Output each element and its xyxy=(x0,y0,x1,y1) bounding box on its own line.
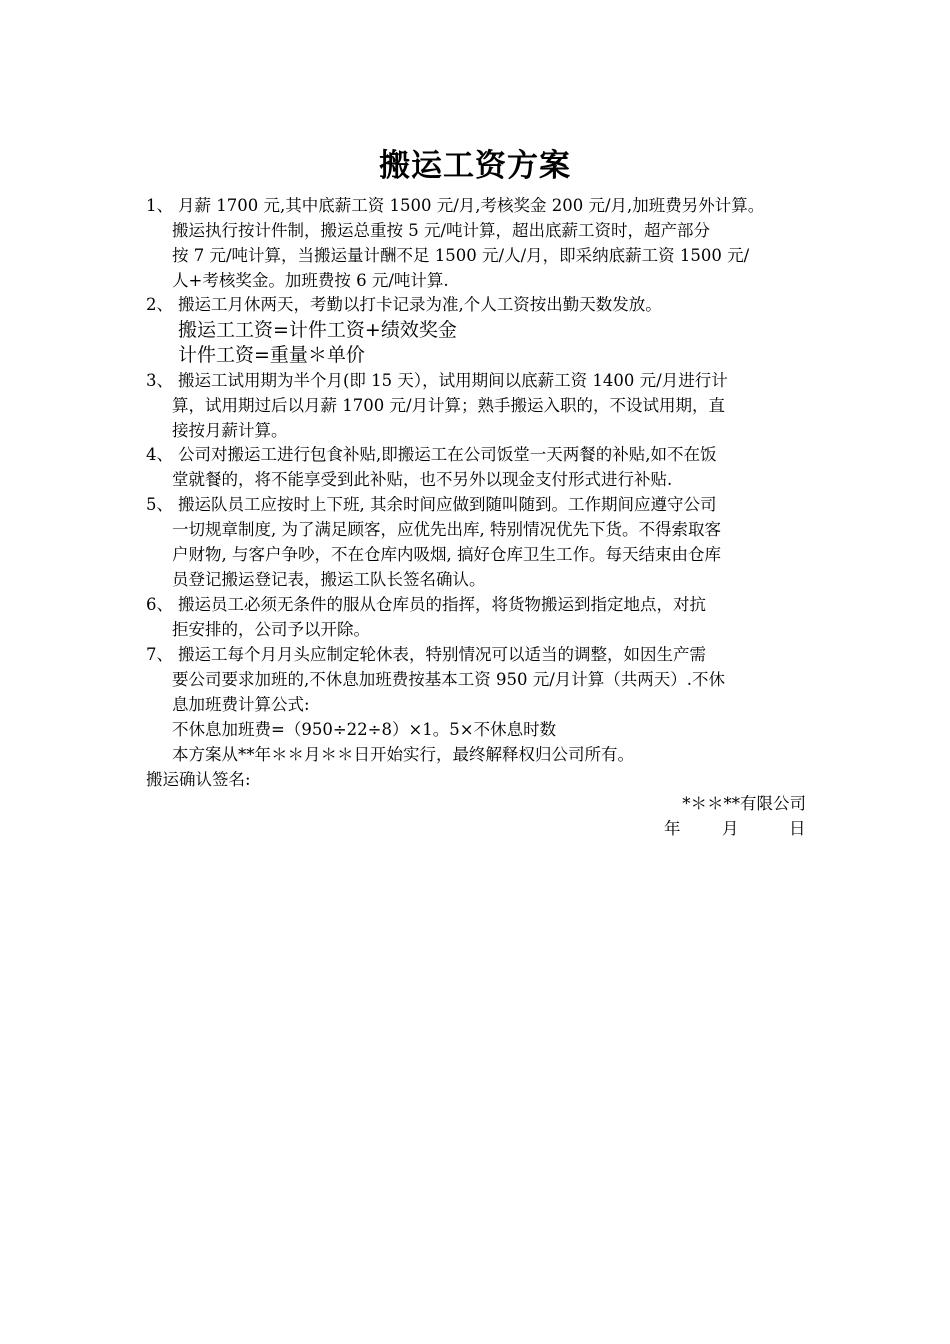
item-2-line-1: 搬运工月休两天，考勤以打卡记录为准,个人工资按出勤天数发放。 xyxy=(178,295,662,314)
item-3-line-1: 搬运工试用期为半个月(即 15 天），试用期间以底薪工资 1400 元/月进行计 xyxy=(178,371,728,390)
item-number-5: 5、 xyxy=(146,495,173,514)
item-1-line-2: 搬运执行按计件制，搬运总重按 5 元/吨计算，超出底薪工资时，超产部分 xyxy=(172,221,711,240)
piece-wage-formula: 计件工资=重量＊单价 xyxy=(178,344,365,366)
signature-label: 搬运确认签名: xyxy=(146,770,251,789)
item-number-4: 4、 xyxy=(146,445,173,464)
date-month-label: 月 xyxy=(722,819,739,838)
item-6-line-1: 搬运员工必须无条件的服从仓库员的指挥，将货物搬运到指定地点，对抗 xyxy=(178,595,706,614)
date-day-label: 日 xyxy=(789,819,806,838)
item-7-line-1: 搬运工每个月月头应制定轮休表，特别情况可以适当的调整，如因生产需 xyxy=(178,645,706,664)
item-3-line-2: 算，试用期过后以月薪 1700 元/月计算；熟手搬运入职的，不设试用期，直 xyxy=(172,396,726,415)
item-7-line-2: 要公司要求加班的,不休息加班费按基本工资 950 元/月计算（共两天）.不休 xyxy=(172,670,726,689)
item-1-line-1: 月薪 1700 元,其中底薪工资 1500 元/月,考核奖金 200 元/月,加班费另外计算。 xyxy=(178,196,765,215)
item-6-line-2: 拒安排的，公司予以开除。 xyxy=(172,620,370,639)
item-number-3: 3、 xyxy=(146,371,173,390)
item-1-line-4: 人+考核奖金。加班费按 6 元/吨计算. xyxy=(172,271,449,290)
item-4-line-1: 公司对搬运工进行包食补贴,即搬运工在公司饭堂一天两餐的补贴,如不在饭 xyxy=(178,445,717,464)
item-5-line-4: 员登记搬运登记表，搬运工队长签名确认。 xyxy=(172,570,486,589)
item-5-line-1: 搬运队员工应按时上下班, 其余时间应做到随叫随到。工作期间应遵守公司 xyxy=(178,495,717,514)
overtime-formula: 不休息加班费=（950÷22÷8）×1。5×不休息时数 xyxy=(172,720,557,739)
item-number-7: 7、 xyxy=(146,645,173,664)
company-name: *＊＊**有限公司 xyxy=(682,794,806,813)
item-number-2: 2、 xyxy=(146,295,173,314)
wage-formula: 搬运工工资=计件工资+绩效奖金 xyxy=(178,319,457,341)
item-5-line-2: 一切规章制度, 为了满足顾客，应优先出库, 特别情况优先下货。不得索取客 xyxy=(172,520,721,539)
item-5-line-3: 户财物, 与客户争吵，不在仓库内吸烟, 搞好仓库卫生工作。每天结束由仓库 xyxy=(172,545,721,564)
effective-note: 本方案从**年＊＊月＊＊日开始实行，最终解释权归公司所有。 xyxy=(172,745,634,764)
document-title: 搬运工资方案 xyxy=(379,148,571,184)
item-number-1: 1、 xyxy=(146,196,173,215)
item-7-line-3: 息加班费计算公式: xyxy=(172,695,310,714)
item-number-6: 6、 xyxy=(146,595,173,614)
date-year-label: 年 xyxy=(664,819,681,838)
item-4-line-2: 堂就餐的，将不能享受到此补贴，也不另外以现金支付形式进行补贴. xyxy=(172,470,673,489)
item-3-line-3: 接按月薪计算。 xyxy=(172,421,288,440)
item-1-line-3: 按 7 元/吨计算，当搬运量计酬不足 1500 元/人/月，即采纳底薪工资 1500 元/ xyxy=(172,246,750,265)
